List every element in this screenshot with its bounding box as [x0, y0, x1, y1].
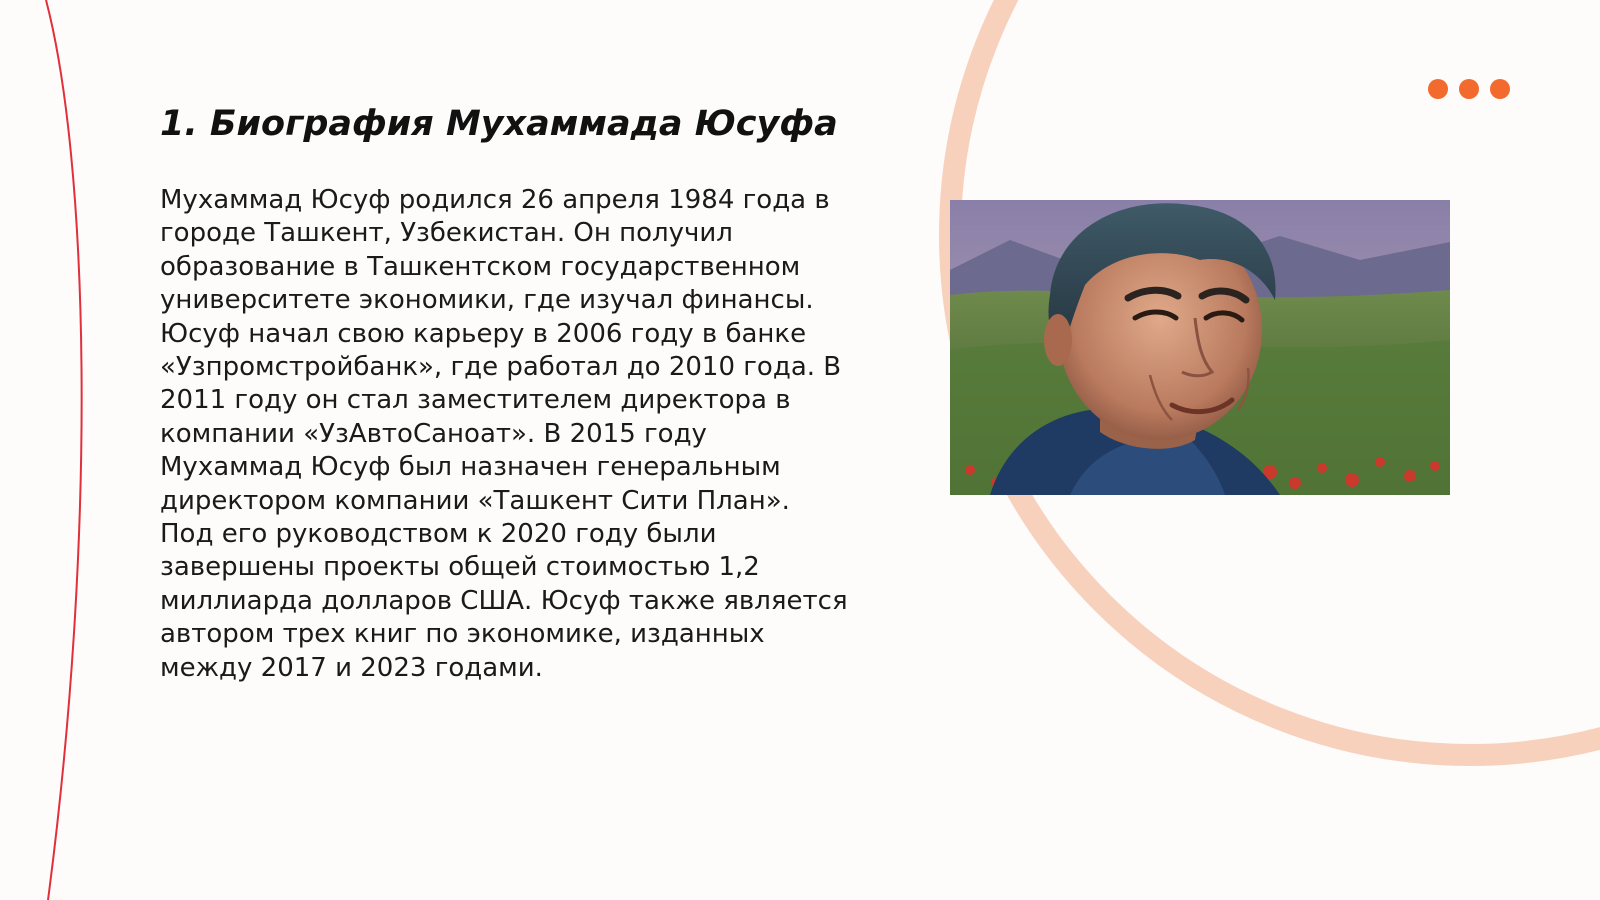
three-dots-icon: [1428, 79, 1510, 99]
dot: [1459, 79, 1479, 99]
slide-title: 1. Биография Мухаммада Юсуфа: [160, 104, 838, 144]
dot: [1428, 79, 1448, 99]
portrait-illustration: [950, 200, 1450, 495]
dot: [1490, 79, 1510, 99]
biography-text: Мухаммад Юсуф родился 26 апреля 1984 года в городе Ташкент, Узбекистан. Он получил образование в Ташкентском государственном университете экономики, где изучал финансы. Юсуф начал свою карьеру в 2006 году в банке «Узпромстройбанк», где работал до 2010 года. В 2011 году он стал заместителем директора в компании «УзАвтоСаноат». В 2015 году Мухаммад Юсуф был назначен генеральным директором компании «Ташкент Сити План». Под его руководством к 2020 году были завершены проекты общей стоимостью 1,2 миллиарда долларов США. Юсуф также является автором трех книг по экономике, изданных между 2017 и 2023 годами.: [160, 185, 848, 683]
portrait-photo: [950, 200, 1450, 495]
left-arc-line: [46, 0, 82, 900]
